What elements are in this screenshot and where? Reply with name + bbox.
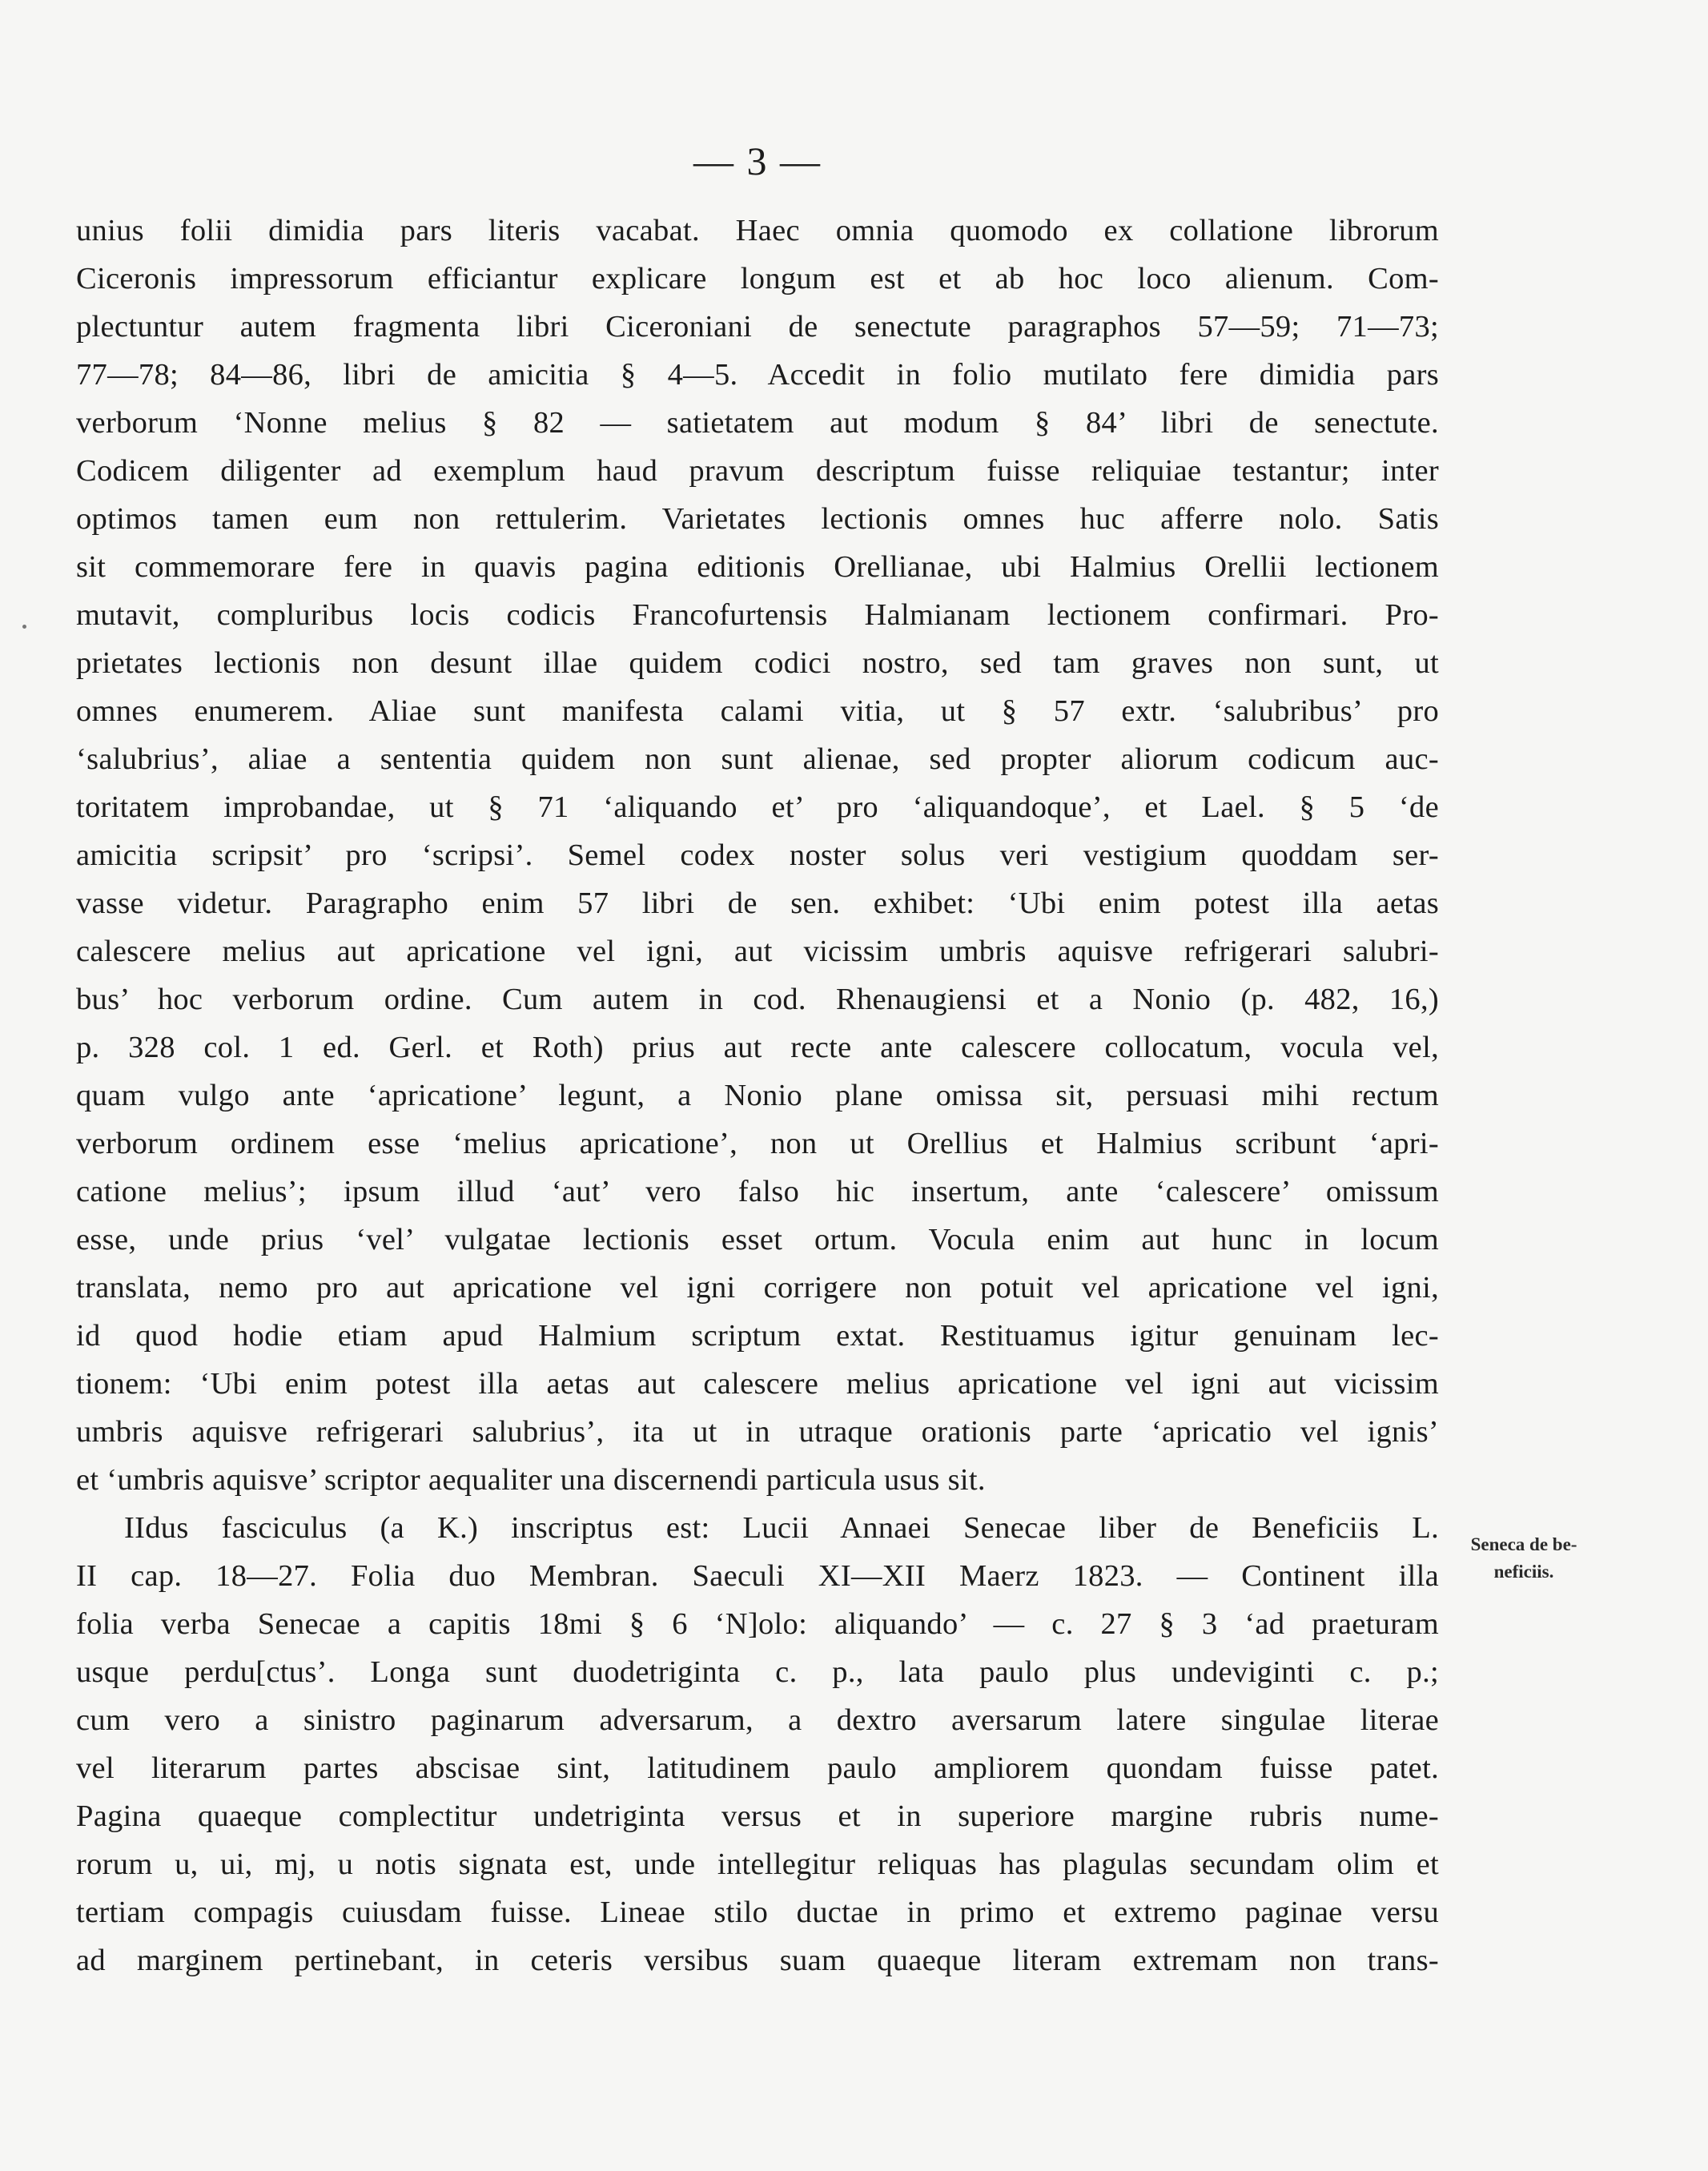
text-line: translata, nemo pro aut apricatione vel igni corrigere non potuit vel apricatione vel igni, xyxy=(76,1271,1439,1305)
text-line: usque perdu[ctus’. Longa sunt duodetriginta c. p., lata paulo plus undeviginti c. p.; xyxy=(76,1655,1439,1689)
margin-note-line: Seneca de be- xyxy=(1470,1534,1577,1554)
text-line: bus’ hoc verborum ordine. Cum autem in cod. Rhenaugiensi et a Nonio (p. 482, 16,) xyxy=(76,983,1439,1016)
text-line: esse, unde prius ‘vel’ vulgatae lectionis esset ortum. Vocula enim aut hunc in locum xyxy=(76,1223,1439,1256)
text-line: sit commemorare fere in quavis pagina editionis Orellianae, ubi Halmius Orellii lectionem xyxy=(76,550,1439,584)
text-line: toritatem improbandae, ut § 71 ‘aliquando et’ pro ‘aliquandoque’, et Lael. § 5 ‘de xyxy=(76,790,1439,824)
text-line: ad marginem pertinebant, in ceteris versibus suam quaeque literam extremam non trans- xyxy=(76,1944,1439,1977)
text-line: vel literarum partes abscisae sint, latitudinem paulo ampliorem quondam fuisse patet. xyxy=(76,1751,1439,1785)
text-line: prietates lectionis non desunt illae quidem codici nostro, sed tam graves non sunt, ut xyxy=(76,646,1439,680)
text-line: p. 328 col. 1 ed. Gerl. et Roth) prius aut recte ante calescere collocatum, vocula vel, xyxy=(76,1031,1439,1064)
text-line: Pagina quaeque complectitur undetriginta versus et in superiore margine rubris nume- xyxy=(76,1799,1439,1833)
stray-ink-mark xyxy=(22,625,26,629)
text-line: calescere melius aut apricatione vel igni, aut vicissim umbris aquisve refrigerari salubri- xyxy=(76,935,1439,968)
margin-note-line: neficiis. xyxy=(1493,1562,1554,1582)
text-line: umbris aquisve refrigerari salubrius’, ita ut in utraque orationis parte ‘apricatio vel ignis’ xyxy=(76,1415,1439,1449)
text-line: verborum ‘Nonne melius § 82 — satietatem aut modum § 84’ libri de senectute. xyxy=(76,406,1439,440)
text-line: verborum ordinem esse ‘melius apricatione’, non ut Orellius et Halmius scribunt ‘apri- xyxy=(76,1127,1439,1160)
text-line: omnes enumerem. Aliae sunt manifesta calami vitia, ut § 57 extr. ‘salubribus’ pro xyxy=(76,694,1439,728)
text-line: plectuntur autem fragmenta libri Ciceroniani de senectute paragraphos 57—59; 71—73; xyxy=(76,310,1439,344)
text-line: ‘salubrius’, aliae a sententia quidem non sunt alienae, sed propter aliorum codicum auc- xyxy=(76,742,1439,776)
text-line: cum vero a sinistro paginarum adversarum, a dextro aversarum latere singulae literae xyxy=(76,1703,1439,1737)
text-line: IIdus fasciculus (a K.) inscriptus est: Lucii Annaei Senecae liber de Beneficiis L. xyxy=(124,1511,1439,1545)
text-line: rorum u, ui, mj, u notis signata est, unde intellegitur reliquas has plagulas secundam olim et xyxy=(76,1847,1439,1881)
text-line: Codicem diligenter ad exemplum haud pravum descriptum fuisse reliquiae testantur; inter xyxy=(76,454,1439,488)
body-text xyxy=(76,207,1439,1984)
margin-note xyxy=(1456,1531,1592,1586)
text-line: 77—78; 84—86, libri de amicitia § 4—5. Accedit in folio mutilato fere dimidia pars xyxy=(76,358,1439,392)
text-line: et ‘umbris aquisve’ scriptor aequaliter una discernendi particula usus sit. xyxy=(76,1463,986,1497)
text-line: unius folii dimidia pars literis vacabat. Haec omnia quomodo ex collatione librorum xyxy=(76,214,1439,247)
text-line: folia verba Senecae a capitis 18mi § 6 ‘N]olo: aliquando’ — c. 27 § 3 ‘ad praeturam xyxy=(76,1607,1439,1641)
text-line: catione melius’; ipsum illud ‘aut’ vero falso hic insertum, ante ‘calescere’ omissum xyxy=(76,1175,1439,1208)
text-line: mutavit, compluribus locis codicis Francofurtensis Halmianam lectionem confirmari. Pro- xyxy=(76,598,1439,632)
text-line: II cap. 18—27. Folia duo Membran. Saeculi XI—XII Maerz 1823. — Continent illa xyxy=(76,1559,1439,1593)
text-line: Ciceronis impressorum efficiantur explicare longum est et ab hoc loco alienum. Com- xyxy=(76,262,1439,295)
text-line: id quod hodie etiam apud Halmium scriptum extat. Restituamus igitur genuinam lec- xyxy=(76,1319,1439,1353)
text-line: optimos tamen eum non rettulerim. Varietates lectionis omnes huc afferre nolo. Satis xyxy=(76,502,1439,536)
page-number: — 3 — xyxy=(693,139,822,183)
text-line: vasse videtur. Paragrapho enim 57 libri de sen. exhibet: ‘Ubi enim potest illa aetas xyxy=(76,886,1439,920)
text-line: amicitia scripsit’ pro ‘scripsi’. Semel codex noster solus veri vestigium quoddam ser- xyxy=(76,838,1439,872)
text-line: tionem: ‘Ubi enim potest illa aetas aut calescere melius apricatione vel igni aut vicissim xyxy=(76,1367,1439,1401)
text-line: quam vulgo ante ‘apricatione’ legunt, a Nonio plane omissa sit, persuasi mihi rectum xyxy=(76,1079,1439,1112)
text-line: tertiam compagis cuiusdam fuisse. Lineae stilo ductae in primo et extremo paginae versu xyxy=(76,1896,1439,1929)
